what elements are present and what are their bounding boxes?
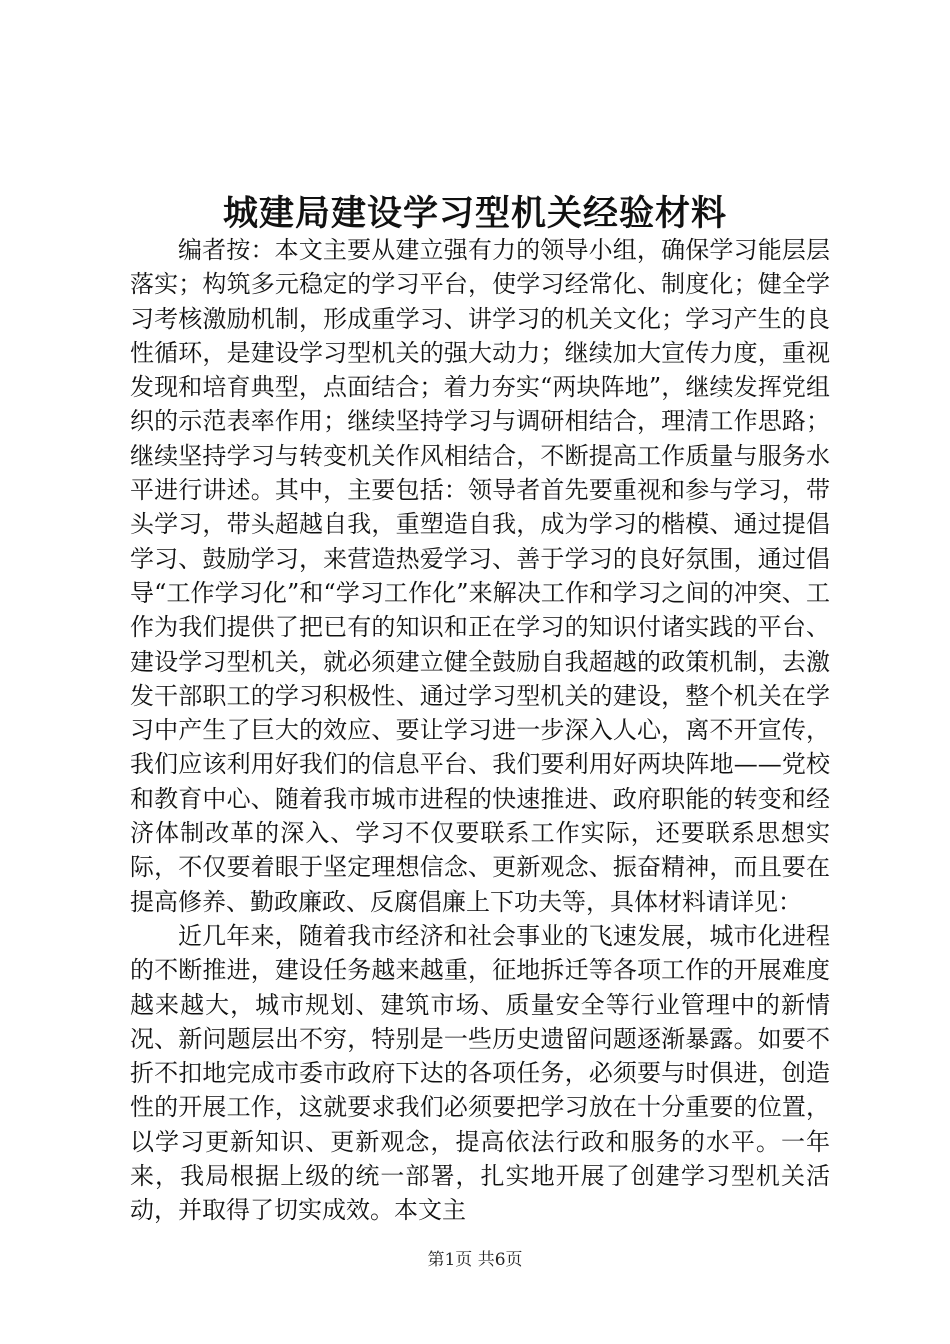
body-paragraph: 近几年来，随着我市经济和社会事业的飞速发展，城市化进程的不断推进，建设任务越来越重，征地拆迁等各项工作的开展难度越来越大，城市规划、建筑市场、质量安全等行业管理中的新情况、新问题层出不穷，特别是一些历史遗留问题逐渐暴露。如要不折不扣地完成市委市政府下达的各项任务，必须要与时俱进，创造性的开展工作，这就要求我们必须要把学习放在十分重要的位置，以学习更新知识、更新观念，提高依法行政和服务的水平。一年来，我局根据上级的统一部署，扎实地开展了创建学习型机关活动，并取得了切实成效。本文主	[130, 921, 830, 1225]
editor-note-paragraph: 编者按：本文主要从建立强有力的领导小组，确保学习能层层落实；构筑多元稳定的学习平台，使学习经常化、制度化；健全学习考核激励机制，形成重学习、讲学习的机关文化；学习产生的良性循环，是建设学习型机关的强大动力；继续加大宣传力度，重视发现和培育典型，点面结合；着力夯实“两块阵地”，继续发挥党组织的示范表率作用；继续坚持学习与调研相结合，理清工作思路；继续坚持学习与转变机关作风相结合，不断提高工作质量与服务水平进行讲述。其中，主要包括：领导者首先要重视和参与学习，带头学习，带头超越自我，重塑造自我，成为学习的楷模、通过提倡学习、鼓励学习，来营造热爱学习、善于学习的良好氛围，通过倡导“工作学习化”和“学习工作化”来解决工作和学习之间的冲突、工作为我们提供了把已有的知识和正在学习的知识付诸实践的平台、建设学习型机关，就必须建立健全鼓励自我超越的政策机制，去激发干部职工的学习积极性、通过学习型机关的建设，整个机关在学习中产生了巨大的效应、要让学习进一步深入人心，离不开宣传，我们应该利用好我们的信息平台、我们要利用好两块阵地——党校和教育中心、随着我市城市进程的快速推进、政府职能的转变和经济体制改革的深入、学习不仅要联系工作实际，还要联系思想实际，不仅要着眼于坚定理想信念、更新观念、振奋精神，而且要在提高修养、勤政廉政、反腐倡廉上下功夫等，具体材料请详见：	[130, 236, 830, 916]
document-title: 城建局建设学习型机关经验材料	[222, 193, 727, 234]
document-body	[130, 233, 830, 1228]
page-number-footer: 第1页 共6页	[427, 1250, 523, 1270]
